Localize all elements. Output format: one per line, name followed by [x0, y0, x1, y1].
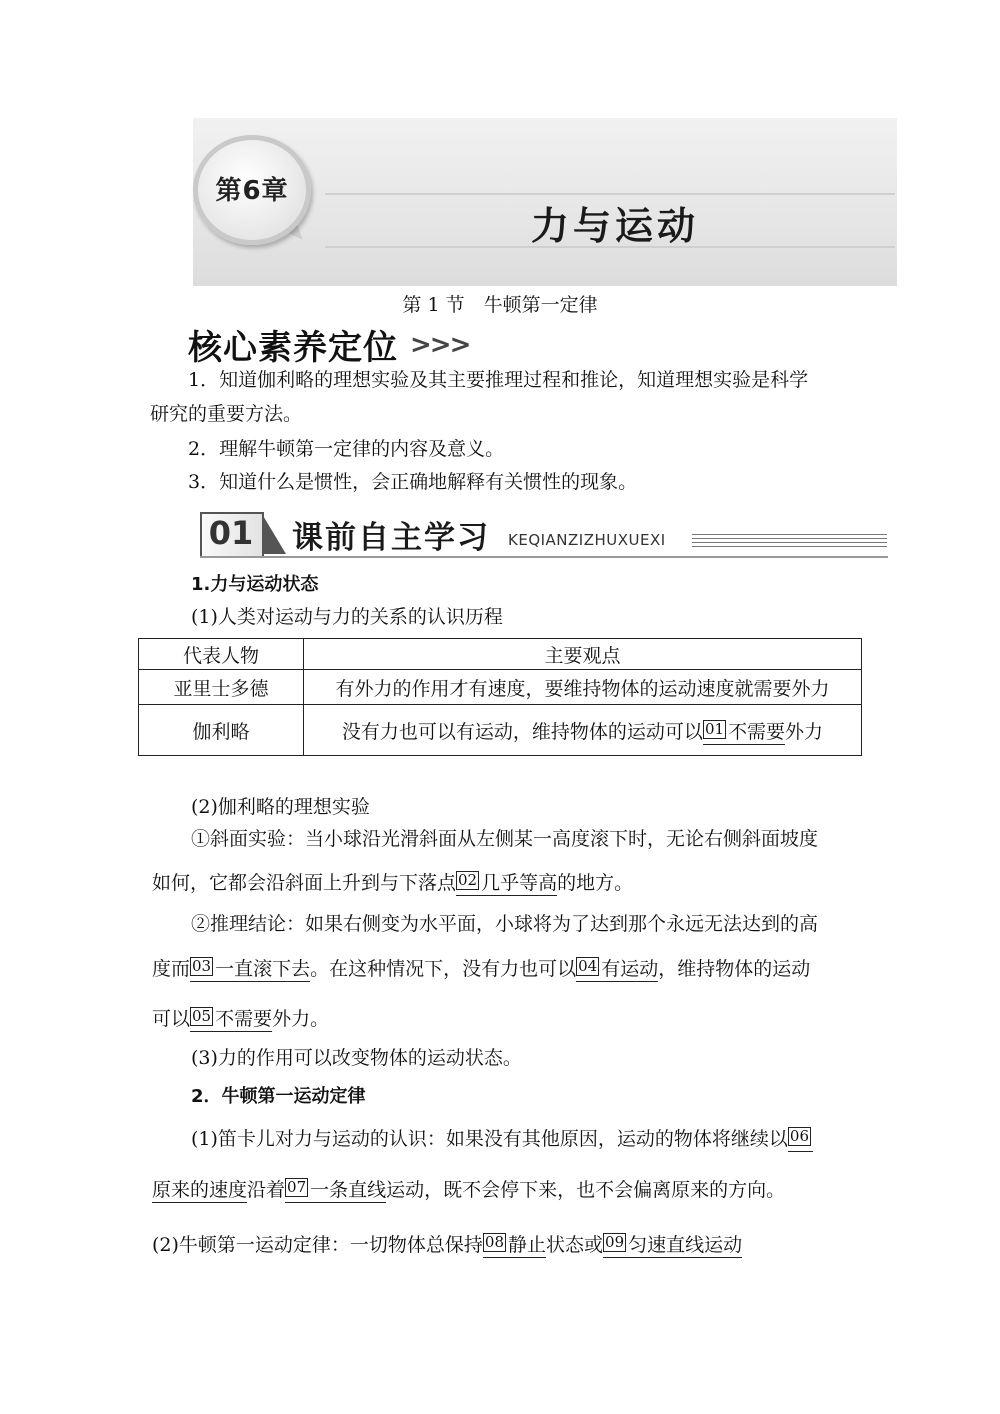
text: 如何，它都会沿斜面上升到与下落点 — [152, 872, 457, 894]
table-header: 代表人物 — [139, 639, 304, 670]
answer-blank — [285, 1179, 386, 1203]
text: ，维持物体的运动 — [658, 958, 811, 980]
blank-number: 08 — [484, 1233, 505, 1251]
blank-number: 02 — [458, 871, 478, 889]
blank-answer: 原来的速度 — [152, 1179, 248, 1201]
blank-number: 04 — [578, 957, 598, 975]
section-underline — [200, 556, 888, 558]
text: 可以 — [152, 1008, 191, 1030]
blank-number: 05 — [192, 1007, 212, 1025]
p1-line1 — [191, 1122, 861, 1156]
table-header-row — [139, 639, 862, 670]
blank-answer: 几乎等高 — [481, 872, 558, 894]
blank-answer: 一条直线 — [310, 1179, 387, 1201]
text: (2)牛顿第一运动定律：一切物体总保持 — [152, 1234, 483, 1256]
answer-blank — [576, 958, 658, 982]
answer-blank — [456, 872, 557, 896]
text: 运动，既不会停下来，也不会偏离原来的方向。 — [386, 1179, 786, 1201]
core-item: 1．知道伽利略的理想实验及其主要推理过程和推论，知道理想实验是科学 — [188, 369, 809, 391]
text: 沿着 — [247, 1179, 286, 1201]
core-item: 研究的重要方法。 — [150, 403, 303, 425]
blank-number: 03 — [192, 957, 212, 975]
table-cell-view: 有外力的作用才有速度，要维持物体的运动速度就需要外力 — [304, 670, 862, 705]
blank-number: 01 — [704, 719, 725, 738]
part1-heading: 1.力与运动状态 — [191, 574, 319, 595]
exp1-line1: ①斜面实验：当小球沿光滑斜面从左侧某一高度滚下时，无论右侧斜面坡度 — [191, 828, 819, 850]
view-text: 没有力也可以有运动，维持物体的运动可以 — [341, 720, 703, 743]
p2-line — [152, 1228, 862, 1262]
blank-answer: 匀速直线运动 — [628, 1234, 743, 1256]
table-row — [139, 705, 862, 756]
section-title: 第 1 节 牛顿第一定律 — [402, 294, 598, 316]
table-cell-person: 伽利略 — [139, 705, 304, 756]
answer-blank — [603, 1234, 742, 1258]
text: 的地方。 — [557, 872, 634, 894]
view-text: 外力 — [785, 720, 824, 743]
part1-sub2: (2)伽利略的理想实验 — [191, 796, 370, 818]
section-number: 01 — [208, 514, 254, 552]
answer-blank — [483, 1234, 546, 1258]
chevrons-icon: >>> — [410, 330, 470, 360]
blank-number: 06 — [789, 1127, 810, 1145]
table-row — [139, 670, 862, 705]
core-item: 3．知道什么是惯性，会正确地解释有关惯性的现象。 — [188, 471, 638, 493]
chapter-title: 力与运动 — [530, 204, 699, 248]
answer-blank — [703, 721, 785, 745]
exp2-line3 — [152, 1002, 862, 1036]
blank-answer: 有运动 — [601, 958, 659, 980]
exp2-line1: ②推理结论：如果右侧变为水平面，小球将为了达到那个永远无法达到的高 — [191, 913, 819, 935]
blank-number: 07 — [287, 1178, 307, 1196]
section-triangle-icon — [262, 514, 286, 554]
exp2-line2 — [152, 952, 862, 986]
blank-number: 09 — [605, 1233, 625, 1251]
text: 外力。 — [272, 1008, 330, 1030]
answer-blank — [190, 1008, 272, 1032]
table-cell-person: 亚里士多德 — [139, 670, 304, 705]
section-heading: 课前自主学习 — [292, 520, 490, 556]
views-table — [138, 638, 862, 756]
part1-sub1: (1)人类对运动与力的关系的认识历程 — [191, 606, 503, 628]
core-item: 2．理解牛顿第一定律的内容及意义。 — [188, 438, 505, 460]
text: 。在这种情况下，没有力也可以 — [310, 958, 577, 980]
core-heading: 核心素养定位 — [188, 328, 398, 368]
section-decor-lines — [692, 534, 887, 548]
blank-answer: 静止 — [508, 1234, 547, 1256]
p1-line2 — [152, 1173, 862, 1207]
text: (1)笛卡儿对力与运动的认识：如果没有其他原因，运动的物体将继续以 — [191, 1128, 788, 1150]
text: 度而 — [152, 958, 191, 980]
table-cell-view — [304, 705, 862, 756]
answer-blank-start — [788, 1128, 813, 1152]
blank-answer: 不需要 — [728, 720, 786, 743]
blank-answer: 不需要 — [215, 1008, 273, 1030]
table-header: 主要观点 — [304, 639, 862, 670]
exp1-line2 — [152, 866, 862, 900]
blank-answer: 一直滚下去 — [215, 958, 311, 980]
text: 状态或 — [546, 1234, 604, 1256]
answer-blank — [190, 958, 310, 982]
part2-heading: 2．牛顿第一运动定律 — [191, 1086, 366, 1107]
chapter-number: 第6章 — [215, 176, 289, 206]
section-subtitle: KEQIANZIZHUXUEXI — [508, 531, 666, 549]
part1-sub3: (3)力的作用可以改变物体的运动状态。 — [191, 1047, 522, 1069]
